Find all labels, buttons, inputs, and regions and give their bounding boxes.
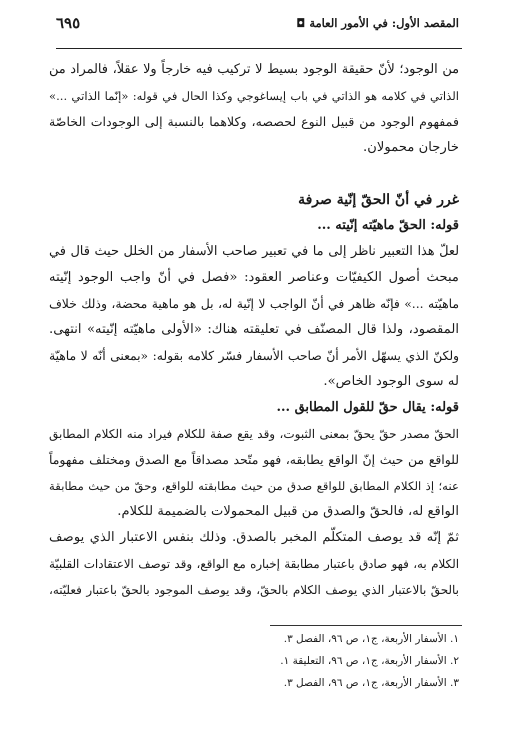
footnote: ٢. الأسفار الأربعة، ج١، ص ٩٦، التعليقة ١. [280,655,459,667]
text-line: الذاتي في كلامه هو الذاتي في باب إيساغوجي وكذا الحال في قوله: «إنّما الذاتي ...» [49,89,459,103]
section-heading: غرر في أنّ الحقّ إنّية صرفة [298,192,459,208]
text-line: ولكنّ الذي يسهّل الأمر أنّ صاحب الأسفار فسّر كلامه بقوله: «بمعنى أنّه لا ماهيّة [49,349,459,363]
text-line: المقصود، ولذا قال المصنّف في تعليقته هناك: «الأولى ماهيّته إنّيته» انتهى. [49,322,459,337]
text-line: بالحقّ بالاعتبار الذي يوصف الكلام بالحقّ، وقد يوصف الموجود بالحقّ باعتبار فعليّته، [49,583,459,597]
text-line: فمفهوم الوجود من قبيل النوع لحصصه، وكلاهما بالنسبة إلى الوجودات الخاصّة [49,114,459,129]
text-line: للواقع من حيث إنّ الواقع يطابقه، فهو متّحد مصداقاً مع الصدق ومختلف مفهوماً [49,452,459,467]
footnote-rule [270,625,462,626]
text-line: خارجان محمولان. [363,140,459,155]
text-line: ثمّ إنّه قد يوصف المتكلّم المخبر بالصدق. وذلك بنفس الاعتبار الذي يوصف [49,530,459,545]
text-line: له سوى الوجود الخاص». [323,374,459,389]
text-line: مبحث أصول الكيفيّات وعناصر العقود: «فصل في أنّ واجب الوجود إنّيته [49,270,459,285]
header-rule [56,48,462,49]
text-line: من الوجود؛ لأنّ حقيقة الوجود بسيط لا تركيب فيه خارجاً ولا عقلاً، فالمراد من [49,62,459,77]
footnote: ١. الأسفار الأربعة، ج١، ص ٩٦، الفصل ٣. [283,633,459,645]
running-title: المقصد الأول: في الأمور العامة ◘ [296,16,459,30]
text-line: الواقع له، فالحقّ والصدق من قبيل المحمولات بالضميمة للكلام. [117,504,459,519]
page-number: ٦٩٥ [56,14,81,32]
text-line: الكلام به، فهو صادق باعتبار مطابقة إخباره مع الواقع، وقد توصف الاعتقادات القلبيّة [49,557,459,571]
text-line: لعلّ هذا التعبير ناظر إلى ما في تعبير صاحب الأسفار من الخلل حيث قال في [49,244,459,259]
subheading: قوله: الحقّ ماهيّته إنّيته ... [317,218,459,233]
text-line: عنه؛ إذ الكلام المطابق للواقع صدق من حيث مطابقته للواقع، وحقّ من حيث مطابقة [49,479,459,493]
text-line: الحقّ مصدر حقّ يحقّ بمعنى الثبوت، وقد يقع صفة للكلام فيراد منه الكلام المطابق [49,427,459,441]
page-header [0,14,517,36]
footnote: ٣. الأسفار الأربعة، ج١، ص ٩٦، الفصل ٣. [283,677,459,689]
text-line: ماهيّته ...» فإنّه ظاهر في أنّ الواجب لا إنّية له، بل هو ماهية محضة، وذلك خلاف [49,297,459,311]
subheading: قوله: يقال حقّ للقول المطابق ... [276,400,459,415]
